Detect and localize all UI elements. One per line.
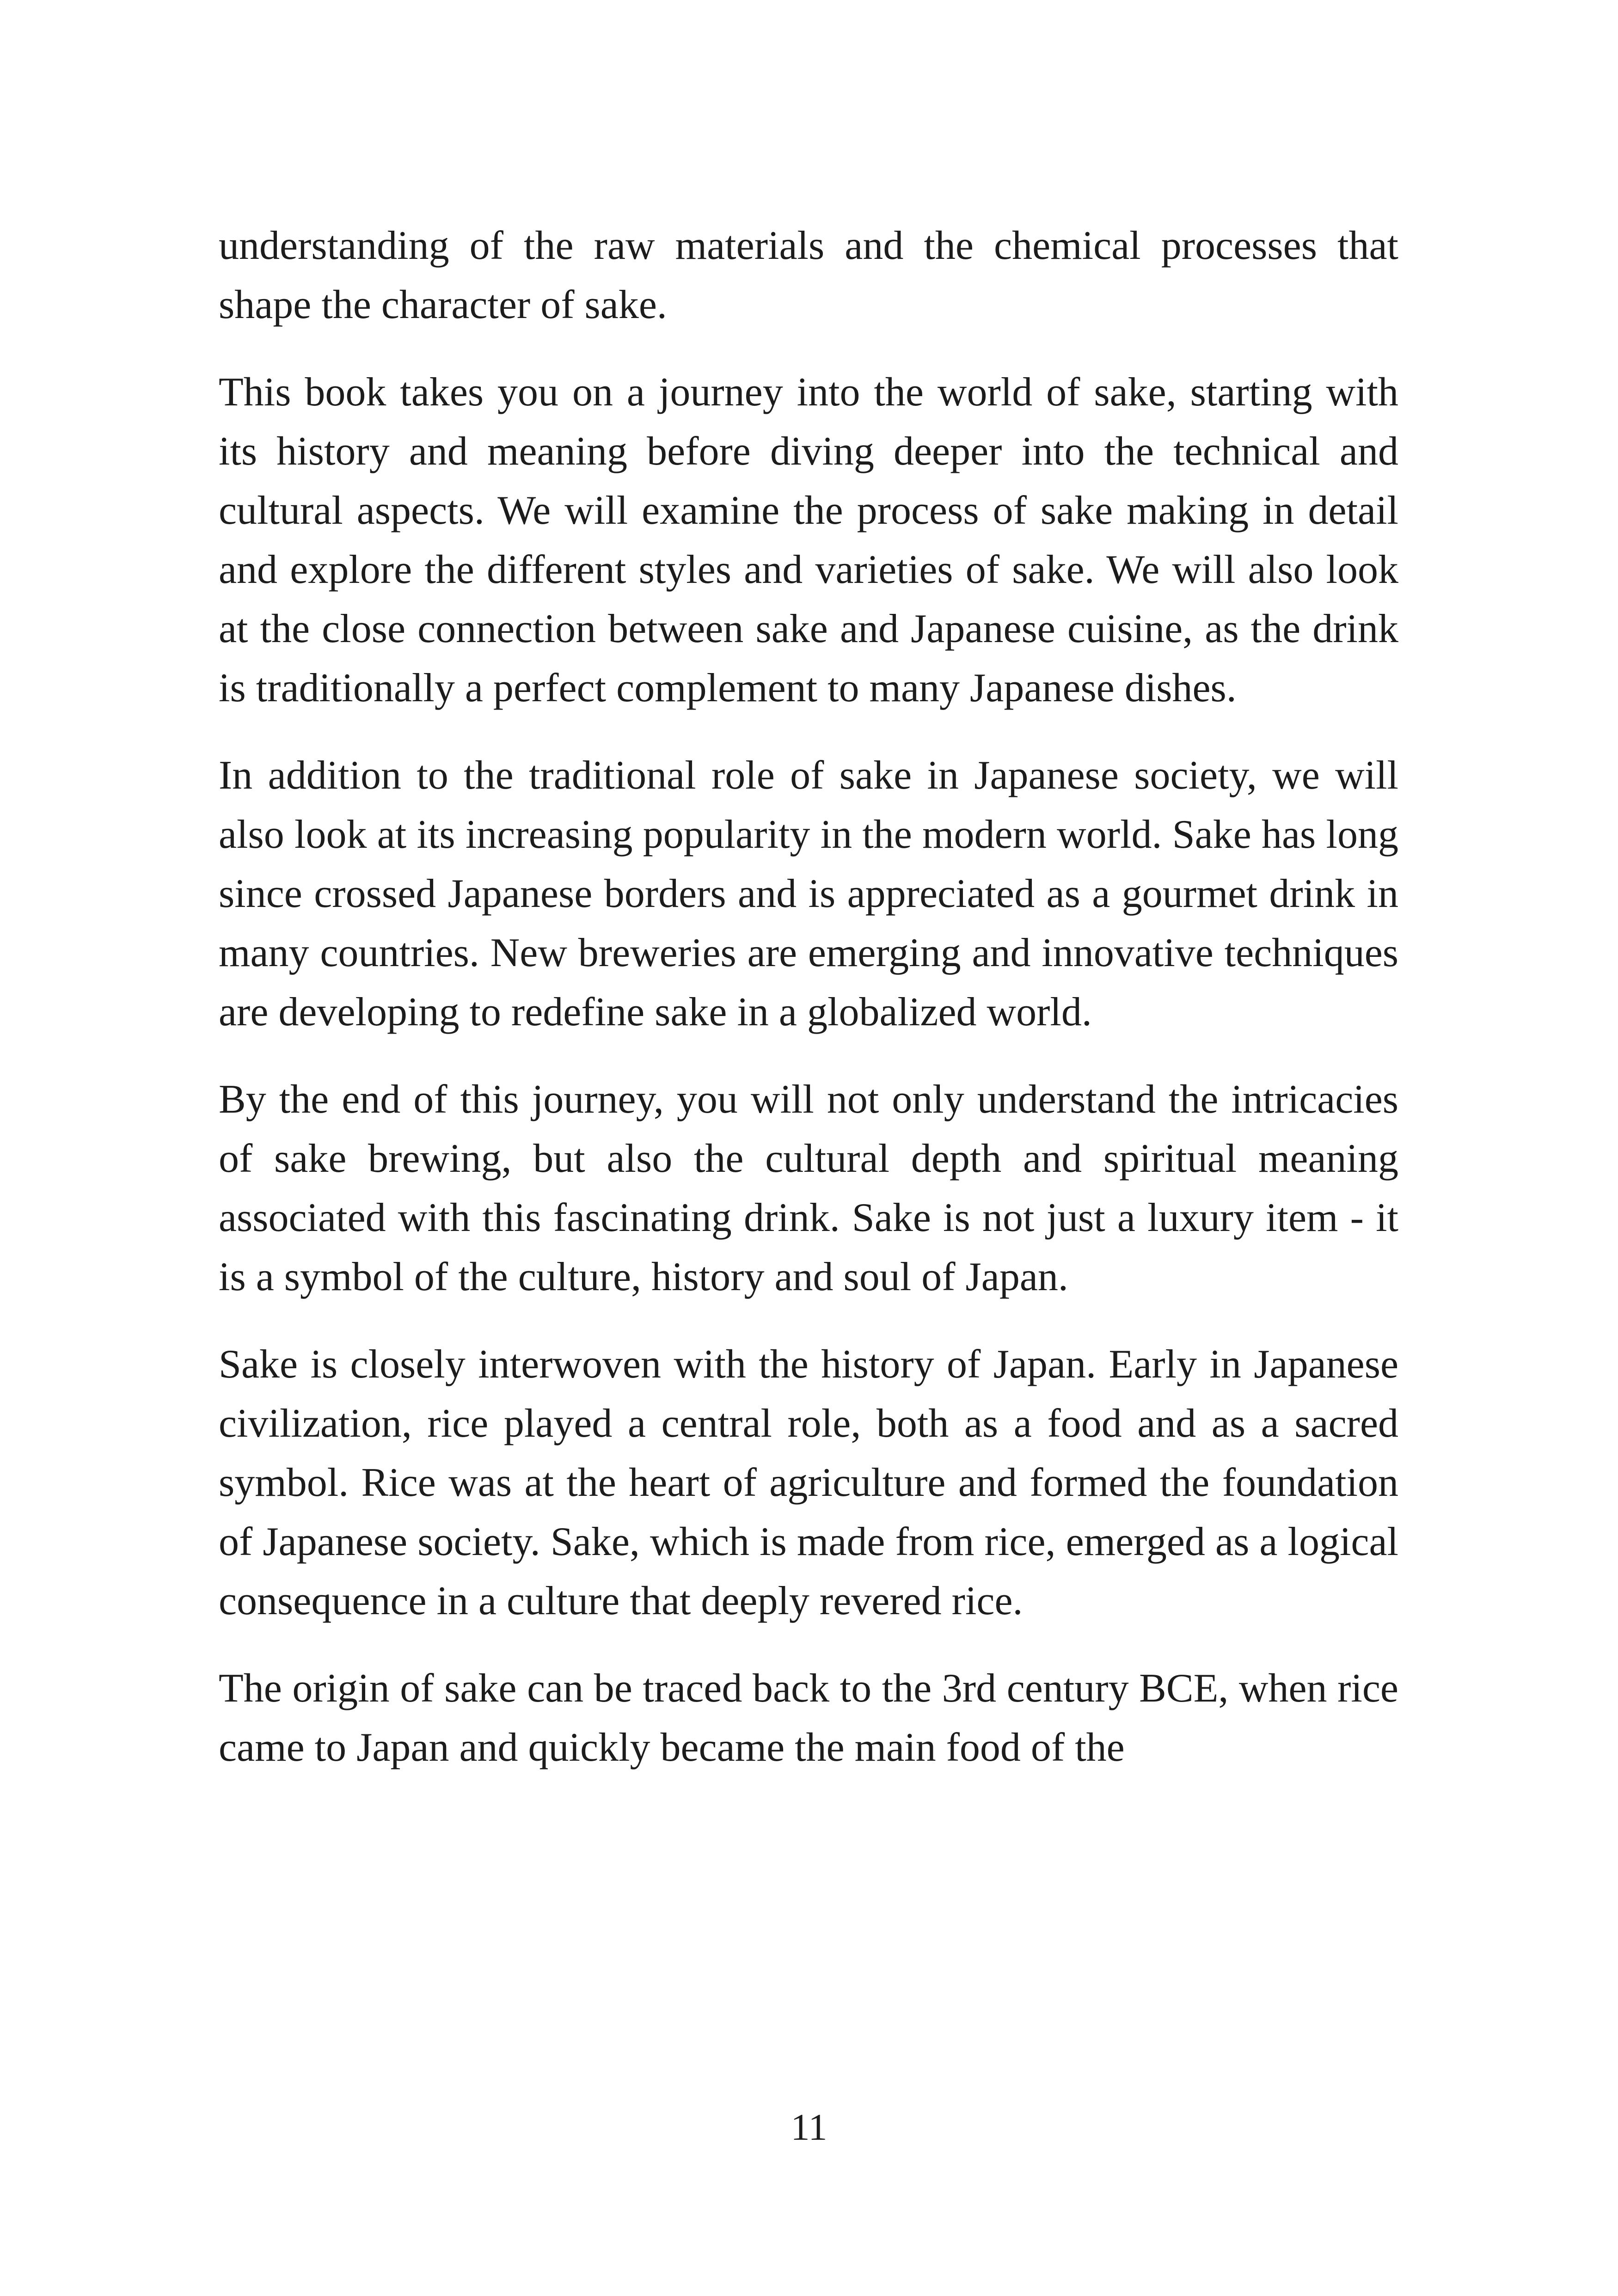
paragraph: understanding of the raw materials and the chemical processes that shape the character of sake. — [219, 223, 1398, 327]
body-text — [219, 216, 1398, 1806]
paragraph: Sake is closely interwoven with the history of Japan. Early in Japanese civilization, rice played a central role, both as a food and as a sacred symbol. Rice was at the heart of agriculture and formed the foundation of Japanese society. Sake, which is made from rice, emerged as a logical consequence in a culture that deeply revered rice. — [219, 1342, 1398, 1623]
paragraph: In addition to the traditional role of sake in Japanese society, we will also look at its increasing popularity in the modern world. Sake has long since crossed Japanese borders and is appreciated as a gourmet drink in many countries. New breweries are emerging and innovative techniques are developing to redefine sake in a globalized world. — [219, 753, 1398, 1035]
paragraph: By the end of this journey, you will not only understand the intricacies of sake brewing, but also the cultural depth and spiritual meaning associated with this fascinating drink. Sake is not just a luxury item - it is a symbol of the culture, history and soul of Japan. — [219, 1077, 1398, 1299]
paragraph: The origin of sake can be traced back to the 3rd century BCE, when rice came to Japan and quickly became the main food of the — [219, 1666, 1398, 1770]
page-number: 11 — [791, 2106, 827, 2148]
paragraph: This book takes you on a journey into the world of sake, starting with its history and meaning before diving deeper into the technical and cultural aspects. We will examine the process of sake making in detail and explore the different styles and varieties of sake. We will also look at the close connection between sake and Japanese cuisine, as the drink is traditionally a perfect complement to many Japanese dishes. — [219, 370, 1398, 710]
